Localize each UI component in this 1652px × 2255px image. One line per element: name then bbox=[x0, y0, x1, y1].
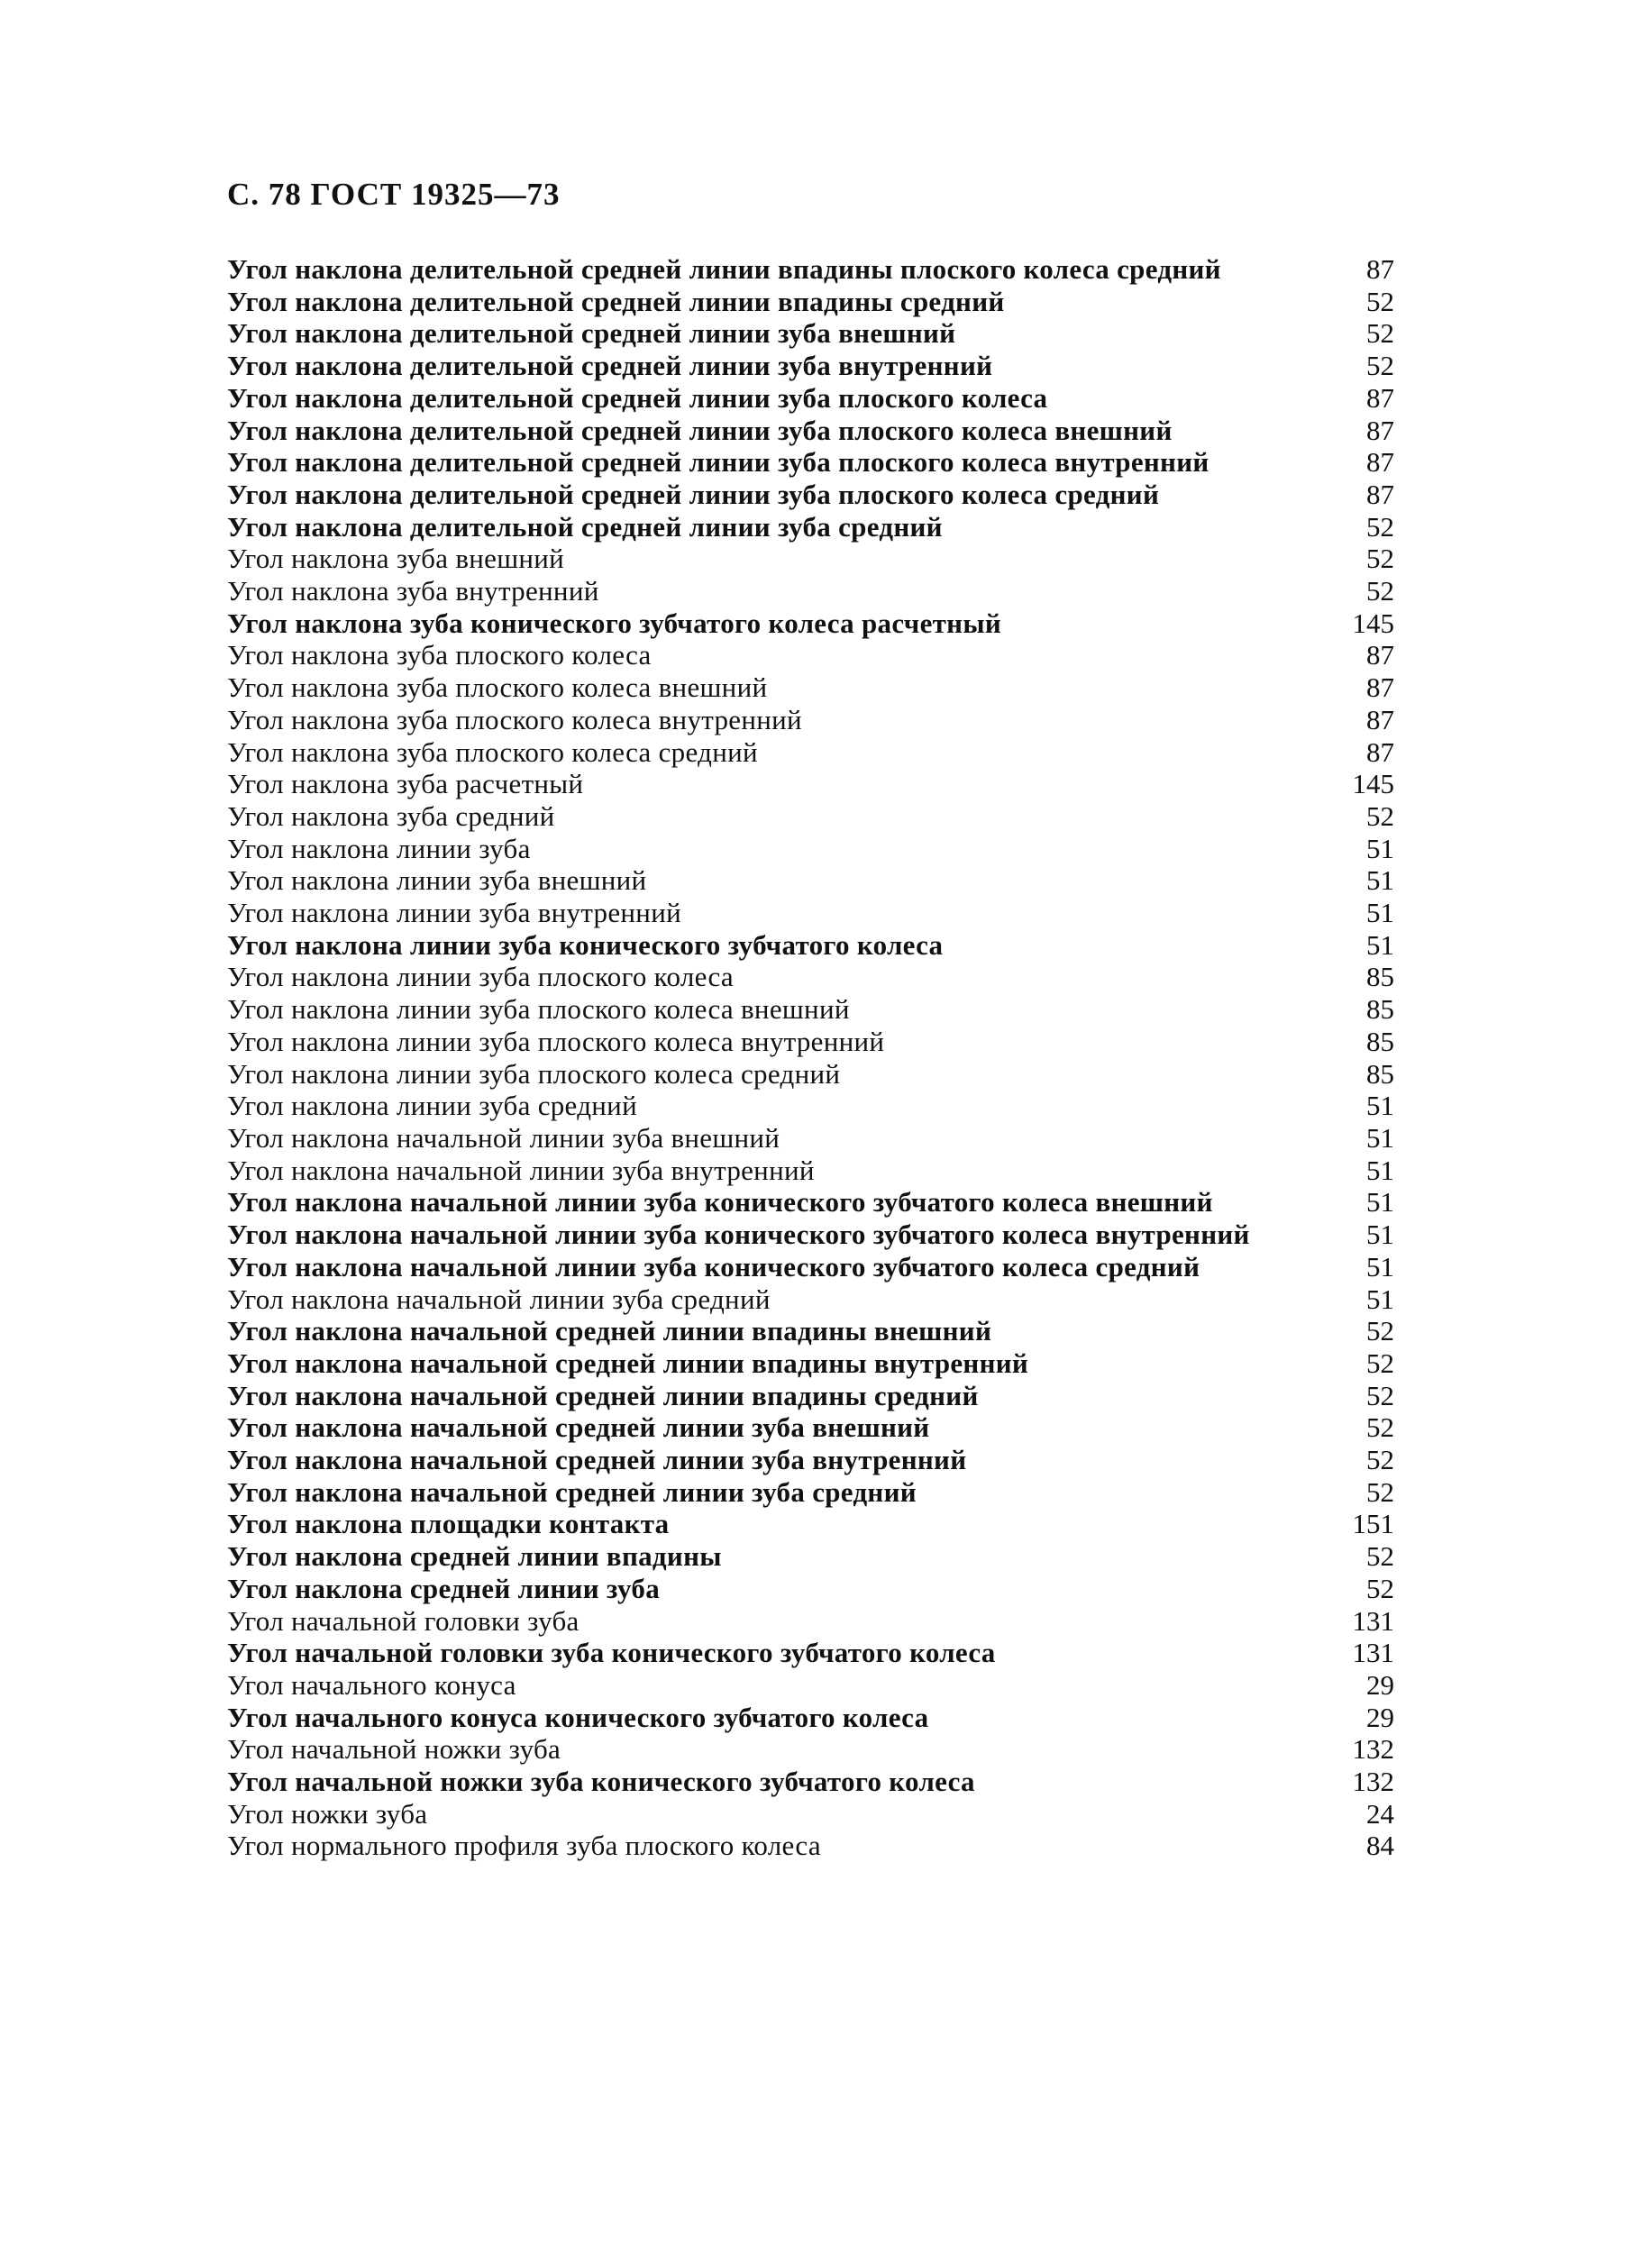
index-entry bbox=[227, 1444, 1394, 1476]
entry-term: Угол наклона начальной линии зуба конического зубчатого колеса средний bbox=[227, 1250, 1200, 1283]
entry-page-number: 52 bbox=[1366, 1540, 1394, 1573]
index-entry bbox=[227, 1605, 1394, 1638]
entry-page-number: 52 bbox=[1366, 799, 1394, 832]
entry-page-number: 87 bbox=[1366, 381, 1394, 414]
entry-term: Угол наклона делительной средней линии впадины средний bbox=[227, 285, 1005, 317]
entry-term: Угол наклона линии зуба конического зубчатого колеса bbox=[227, 928, 944, 961]
entry-term: Угол начальной ножки зуба конического зубчатого колеса bbox=[227, 1766, 975, 1798]
entry-term: Угол начального конуса конического зубчатого колеса bbox=[227, 1701, 929, 1733]
entry-term: Угол наклона линии зуба плоского колеса внутренний bbox=[227, 1025, 885, 1057]
index-entry bbox=[227, 575, 1394, 607]
entry-page-number: 85 bbox=[1366, 993, 1394, 1026]
index-entry bbox=[227, 607, 1394, 640]
index-entry bbox=[227, 671, 1394, 704]
entry-term: Угол наклона линии зуба внешний bbox=[227, 864, 647, 897]
index-entry bbox=[227, 1476, 1394, 1509]
index-entry bbox=[227, 1251, 1394, 1283]
index-entry bbox=[227, 479, 1394, 511]
index-entry bbox=[227, 1702, 1394, 1734]
entry-term: Угол наклона линии зуба средний bbox=[227, 1090, 637, 1122]
index-entry bbox=[227, 350, 1394, 382]
index-entry bbox=[227, 768, 1394, 800]
entry-page-number: 51 bbox=[1366, 1090, 1394, 1122]
entry-page-number: 52 bbox=[1366, 350, 1394, 382]
index-entry bbox=[227, 833, 1394, 865]
entry-term: Угол наклона зуба внешний bbox=[227, 543, 565, 575]
entry-term: Угол наклона зуба плоского колеса средний bbox=[227, 735, 758, 768]
entry-page-number: 52 bbox=[1366, 510, 1394, 543]
index-entry bbox=[227, 1508, 1394, 1540]
entry-term: Угол наклона начальной средней линии впадины средний bbox=[227, 1379, 979, 1411]
entry-term: Угол наклона начальной средней линии впадины внешний bbox=[227, 1315, 992, 1347]
entry-term: Угол наклона линии зуба плоского колеса средний bbox=[227, 1057, 841, 1090]
entry-term: Угол наклона начальной средней линии зуба средний bbox=[227, 1475, 917, 1508]
entry-page-number: 52 bbox=[1366, 1379, 1394, 1411]
index-entry bbox=[227, 1122, 1394, 1155]
entry-page-number: 85 bbox=[1366, 1025, 1394, 1057]
index-entry bbox=[227, 317, 1394, 350]
entry-page-number: 87 bbox=[1366, 703, 1394, 735]
entry-page-number: 29 bbox=[1366, 1668, 1394, 1701]
entry-term: Угол наклона зуба конического зубчатого колеса расчетный bbox=[227, 607, 1001, 639]
entry-page-number: 151 bbox=[1352, 1508, 1394, 1540]
entry-page-number: 87 bbox=[1366, 735, 1394, 768]
entry-term: Угол начальной головки зуба bbox=[227, 1604, 580, 1637]
entry-term: Угол наклона делительной средней линии зуба плоского колеса внутренний bbox=[227, 446, 1209, 479]
index-entry bbox=[227, 1798, 1394, 1830]
entry-page-number: 52 bbox=[1366, 317, 1394, 350]
entry-term: Угол наклона начальной средней линии впадины внутренний bbox=[227, 1347, 1029, 1379]
entry-term: Угол наклона зуба средний bbox=[227, 799, 555, 832]
index-entry bbox=[227, 1186, 1394, 1219]
index-entry bbox=[227, 1380, 1394, 1412]
index-entry bbox=[227, 800, 1394, 833]
index-entry bbox=[227, 415, 1394, 447]
index-entry bbox=[227, 1637, 1394, 1669]
entry-page-number: 51 bbox=[1366, 897, 1394, 929]
entry-term: Угол наклона делительной средней линии зуба внешний bbox=[227, 317, 956, 350]
index-entry bbox=[227, 1026, 1394, 1058]
entry-page-number: 87 bbox=[1366, 671, 1394, 704]
index-entry bbox=[227, 704, 1394, 736]
entry-page-number: 52 bbox=[1366, 1572, 1394, 1604]
entry-page-number: 51 bbox=[1366, 1186, 1394, 1219]
entry-page-number: 51 bbox=[1366, 1250, 1394, 1283]
entry-term: Угол наклона делительной средней линии зуба плоского колеса внешний bbox=[227, 414, 1173, 446]
entry-term: Угол наклона делительной средней линии зуба внутренний bbox=[227, 350, 993, 382]
entry-page-number: 51 bbox=[1366, 864, 1394, 897]
index-entry bbox=[227, 1283, 1394, 1316]
index-entry bbox=[227, 1411, 1394, 1444]
index-entry bbox=[227, 1733, 1394, 1766]
entry-page-number: 51 bbox=[1366, 1154, 1394, 1186]
entry-page-number: 87 bbox=[1366, 446, 1394, 479]
index-entry bbox=[227, 961, 1394, 993]
entry-page-number: 87 bbox=[1366, 478, 1394, 510]
index-entry bbox=[227, 446, 1394, 479]
entry-page-number: 52 bbox=[1366, 1444, 1394, 1476]
entry-term: Угол наклона начальной линии зуба внутренний bbox=[227, 1154, 815, 1186]
index-entry bbox=[227, 897, 1394, 929]
entry-term: Угол наклона делительной средней линии впадины плоского колеса средний bbox=[227, 253, 1221, 285]
index-entry bbox=[227, 1573, 1394, 1605]
entry-term: Угол наклона линии зуба плоского колеса внешний bbox=[227, 993, 850, 1026]
index-entry bbox=[227, 1669, 1394, 1702]
entry-term: Угол наклона линии зуба внутренний bbox=[227, 897, 681, 929]
index-entry bbox=[227, 286, 1394, 318]
index-entry bbox=[227, 1090, 1394, 1122]
index-entry bbox=[227, 1766, 1394, 1798]
entry-page-number: 52 bbox=[1366, 1347, 1394, 1379]
entry-page-number: 145 bbox=[1352, 607, 1394, 639]
index-entries bbox=[227, 253, 1394, 1862]
entry-term: Угол ножки зуба bbox=[227, 1797, 428, 1830]
index-entry bbox=[227, 511, 1394, 543]
index-entry bbox=[227, 1540, 1394, 1573]
index-entry bbox=[227, 929, 1394, 962]
entry-page-number: 51 bbox=[1366, 832, 1394, 864]
entry-term: Угол наклона зуба расчетный bbox=[227, 768, 584, 800]
entry-term: Угол наклона средней линии зуба bbox=[227, 1572, 661, 1604]
entry-page-number: 29 bbox=[1366, 1701, 1394, 1733]
page-header: С. 78 ГОСТ 19325—73 bbox=[227, 177, 561, 212]
entry-term: Угол наклона начальной линии зуба средний bbox=[227, 1283, 771, 1315]
entry-term: Угол наклона начальной линии зуба конического зубчатого колеса внешний bbox=[227, 1186, 1213, 1219]
entry-page-number: 132 bbox=[1352, 1766, 1394, 1798]
entry-term: Угол начальной головки зуба конического зубчатого колеса bbox=[227, 1637, 996, 1669]
entry-page-number: 131 bbox=[1352, 1604, 1394, 1637]
entry-term: Угол нормального профиля зуба плоского колеса bbox=[227, 1830, 821, 1862]
index-entry bbox=[227, 864, 1394, 897]
index-entry bbox=[227, 1830, 1394, 1862]
entry-term: Угол наклона средней линии впадины bbox=[227, 1540, 722, 1573]
index-entry bbox=[227, 543, 1394, 575]
entry-term: Угол наклона начальной линии зуба внешний bbox=[227, 1121, 780, 1154]
entry-term: Угол наклона делительной средней линии зуба плоского колеса средний bbox=[227, 478, 1160, 510]
index-entry bbox=[227, 1058, 1394, 1091]
entry-term: Угол наклона начальной средней линии зуба внутренний bbox=[227, 1444, 967, 1476]
index-entry bbox=[227, 1219, 1394, 1251]
entry-page-number: 52 bbox=[1366, 1475, 1394, 1508]
entry-page-number: 52 bbox=[1366, 575, 1394, 607]
entry-page-number: 24 bbox=[1366, 1797, 1394, 1830]
entry-page-number: 84 bbox=[1366, 1830, 1394, 1862]
index-entry bbox=[227, 736, 1394, 769]
entry-page-number: 145 bbox=[1352, 768, 1394, 800]
index-entry bbox=[227, 1315, 1394, 1347]
entry-term: Угол наклона зуба плоского колеса внутренний bbox=[227, 703, 802, 735]
entry-term: Угол наклона делительной средней линии зуба плоского колеса bbox=[227, 381, 1048, 414]
entry-page-number: 52 bbox=[1366, 285, 1394, 317]
entry-term: Угол наклона зуба внутренний bbox=[227, 575, 599, 607]
entry-page-number: 85 bbox=[1366, 961, 1394, 993]
entry-page-number: 51 bbox=[1366, 1121, 1394, 1154]
entry-term: Угол наклона зуба плоского колеса внешний bbox=[227, 671, 768, 704]
entry-page-number: 52 bbox=[1366, 1411, 1394, 1444]
index-entry bbox=[227, 382, 1394, 415]
entry-page-number: 51 bbox=[1366, 928, 1394, 961]
entry-page-number: 52 bbox=[1366, 1315, 1394, 1347]
entry-term: Угол начального конуса bbox=[227, 1668, 516, 1701]
entry-term: Угол начальной ножки зуба bbox=[227, 1733, 561, 1766]
entry-page-number: 87 bbox=[1366, 414, 1394, 446]
entry-term: Угол наклона площадки контакта bbox=[227, 1508, 670, 1540]
entry-term: Угол наклона начальной линии зуба конического зубчатого колеса внутренний bbox=[227, 1219, 1250, 1251]
entry-page-number: 51 bbox=[1366, 1283, 1394, 1315]
index-entry bbox=[227, 253, 1394, 286]
entry-page-number: 132 bbox=[1352, 1733, 1394, 1766]
entry-term: Угол наклона делительной средней линии зуба средний bbox=[227, 510, 943, 543]
entry-term: Угол наклона начальной средней линии зуба внешний bbox=[227, 1411, 930, 1444]
entry-page-number: 52 bbox=[1366, 543, 1394, 575]
entry-term: Угол наклона линии зуба плоского колеса bbox=[227, 961, 734, 993]
index-entry bbox=[227, 1155, 1394, 1187]
index-entry bbox=[227, 1347, 1394, 1380]
entry-page-number: 87 bbox=[1366, 253, 1394, 285]
index-entry bbox=[227, 993, 1394, 1026]
entry-page-number: 85 bbox=[1366, 1057, 1394, 1090]
entry-term: Угол наклона линии зуба bbox=[227, 832, 531, 864]
index-entry bbox=[227, 639, 1394, 671]
entry-page-number: 51 bbox=[1366, 1219, 1394, 1251]
entry-page-number: 131 bbox=[1352, 1637, 1394, 1669]
entry-page-number: 87 bbox=[1366, 639, 1394, 671]
entry-term: Угол наклона зуба плоского колеса bbox=[227, 639, 652, 671]
